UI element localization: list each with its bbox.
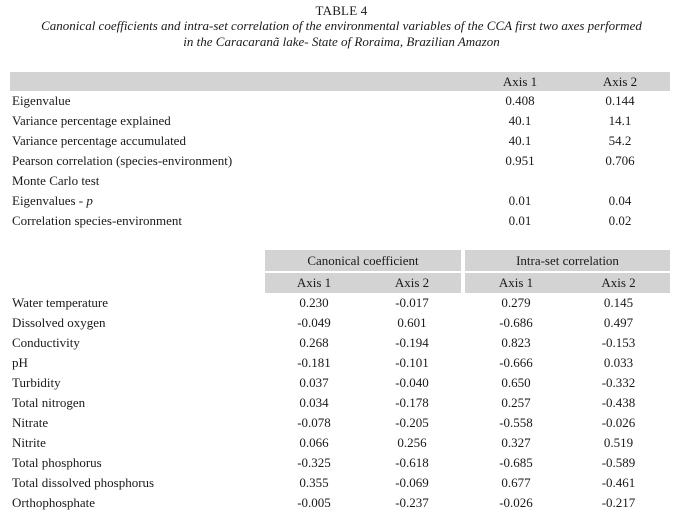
row-label: Variance percentage accumulated — [12, 133, 186, 148]
cell-value: -0.049 — [297, 315, 331, 330]
cell-value: 0.327 — [501, 435, 531, 450]
cell-value: 0.034 — [299, 395, 329, 410]
row-label: Conductivity — [12, 335, 80, 350]
cell-value: -0.178 — [395, 395, 429, 410]
column-header-row — [10, 272, 670, 293]
cell-value: 0.033 — [603, 355, 634, 370]
cell-value: -0.040 — [395, 375, 429, 390]
row-label: Total nitrogen — [12, 395, 86, 410]
cell-value: -0.153 — [601, 335, 636, 350]
table-row — [10, 191, 670, 211]
table-row — [10, 211, 670, 231]
cell-value: 0.01 — [508, 193, 532, 208]
row-label: Total dissolved phosphorus — [12, 475, 155, 490]
header-blank — [10, 272, 265, 293]
table-row — [10, 353, 670, 373]
row-label-prefix: Eigenvalues - — [12, 193, 87, 208]
cell-value: -0.078 — [297, 415, 331, 430]
table-row — [10, 171, 670, 191]
canonical-table-body — [10, 293, 670, 513]
column-header: Axis 2 — [601, 275, 636, 290]
cell-value: -0.181 — [297, 355, 331, 370]
cell-value: 0.519 — [603, 435, 634, 450]
table-row — [10, 373, 670, 393]
cell-value: 0.02 — [608, 213, 632, 228]
canonical-coefficient-table — [10, 250, 670, 513]
row-label: Correlation species-environment — [12, 213, 183, 228]
row-label: Orthophosphate — [12, 495, 96, 510]
cell-value: -0.205 — [395, 415, 429, 430]
table-row — [10, 91, 670, 111]
cell-value: 40.1 — [508, 133, 532, 148]
row-label: Water temperature — [12, 295, 109, 310]
cell-value: 14.1 — [608, 113, 632, 128]
column-header: Axis 1 — [296, 275, 332, 290]
row-label: Pearson correlation (species-environment) — [12, 153, 233, 168]
table-row — [10, 333, 670, 353]
column-header: Axis 1 — [502, 73, 538, 89]
cell-value: -0.332 — [601, 375, 636, 390]
eigenvalue-table — [10, 72, 670, 231]
cell-value: 0.04 — [608, 193, 632, 208]
cell-value: 0.066 — [299, 435, 329, 450]
cell-value: 0.951 — [505, 153, 535, 168]
cell-value: 54.2 — [608, 133, 632, 148]
cell-value: 0.037 — [299, 375, 329, 390]
cell-value: -0.237 — [395, 495, 429, 510]
cell-value: 0.145 — [603, 295, 634, 310]
table-row — [10, 313, 670, 333]
table-row — [10, 393, 670, 413]
cell-value: -0.005 — [297, 495, 331, 510]
cell-value: 0.497 — [603, 315, 634, 330]
row-label: Turbidity — [12, 375, 61, 390]
cell-value: -0.026 — [499, 495, 533, 510]
cell-value: 0.01 — [508, 213, 532, 228]
cell-value: -0.325 — [297, 455, 331, 470]
cell-value: 0.601 — [397, 315, 427, 330]
cell-value: -0.589 — [601, 455, 636, 470]
row-label: Monte Carlo test — [12, 173, 100, 188]
cell-value: 40.1 — [508, 113, 532, 128]
table-title-line-1: Canonical coefficients and intra-set correlation of the environmental variables of the CCA first two axes performed — [41, 18, 642, 33]
row-label: pH — [12, 355, 28, 370]
cell-value: 0.355 — [299, 475, 329, 490]
table-row — [10, 473, 670, 493]
table-row — [10, 131, 670, 151]
cell-value: -0.685 — [499, 455, 533, 470]
row-label: Dissolved oxygen — [12, 315, 106, 330]
group-header-intra-set: Intra-set correlation — [465, 250, 670, 272]
table-row — [10, 293, 670, 313]
row-label: Nitrate — [12, 415, 49, 430]
header-blank — [10, 72, 470, 91]
column-header: Axis 1 — [498, 275, 534, 290]
cell-value: 0.144 — [605, 93, 635, 108]
cell-value: -0.017 — [395, 295, 429, 310]
row-label: Nitrite — [12, 435, 46, 450]
cell-value: -0.026 — [601, 415, 636, 430]
cell-value: 0.257 — [501, 395, 531, 410]
cell-value — [570, 171, 670, 191]
cell-value: -0.618 — [395, 455, 429, 470]
cell-value: -0.217 — [601, 495, 636, 510]
cell-value: 0.408 — [505, 93, 535, 108]
table-row — [10, 151, 670, 171]
column-header: Axis 2 — [394, 275, 430, 290]
column-header: Axis 2 — [602, 73, 638, 89]
group-header-canonical: Canonical coefficient — [265, 250, 461, 272]
cell-value: -0.558 — [499, 415, 533, 430]
cell-value: 0.230 — [299, 295, 329, 310]
cell-value: -0.069 — [395, 475, 429, 490]
table-number: TABLE 4 — [315, 3, 368, 18]
cell-value: 0.650 — [501, 375, 531, 390]
table-row — [10, 493, 670, 513]
row-label: Variance percentage explained — [12, 113, 171, 128]
table-row — [10, 413, 670, 433]
row-label-italic: p — [86, 193, 93, 208]
group-header-row — [10, 250, 670, 272]
cell-value — [470, 171, 570, 191]
cell-value: 0.706 — [605, 153, 635, 168]
cell-value: -0.194 — [395, 335, 429, 350]
row-label: Eigenvalue — [12, 93, 71, 108]
table-caption — [0, 3, 683, 50]
cell-value: -0.686 — [499, 315, 533, 330]
table-row — [10, 433, 670, 453]
cell-value: -0.438 — [601, 395, 636, 410]
cell-value: 0.268 — [299, 335, 329, 350]
table-row — [10, 453, 670, 473]
cell-value: 0.823 — [501, 335, 531, 350]
cell-value: -0.666 — [499, 355, 533, 370]
eigenvalue-table-header — [10, 72, 670, 91]
row-label: Total phosphorus — [12, 455, 102, 470]
cell-value: -0.461 — [601, 475, 636, 490]
table-title-line-2: in the Caracaranã lake- State of Roraima, Brazilian Amazon — [183, 34, 500, 49]
cell-value: -0.101 — [395, 355, 429, 370]
header-blank — [10, 250, 265, 272]
table-row — [10, 111, 670, 131]
row-label — [10, 191, 470, 211]
cell-value: 0.677 — [501, 475, 531, 490]
cell-value: 0.256 — [397, 435, 427, 450]
cell-value: 0.279 — [501, 295, 531, 310]
